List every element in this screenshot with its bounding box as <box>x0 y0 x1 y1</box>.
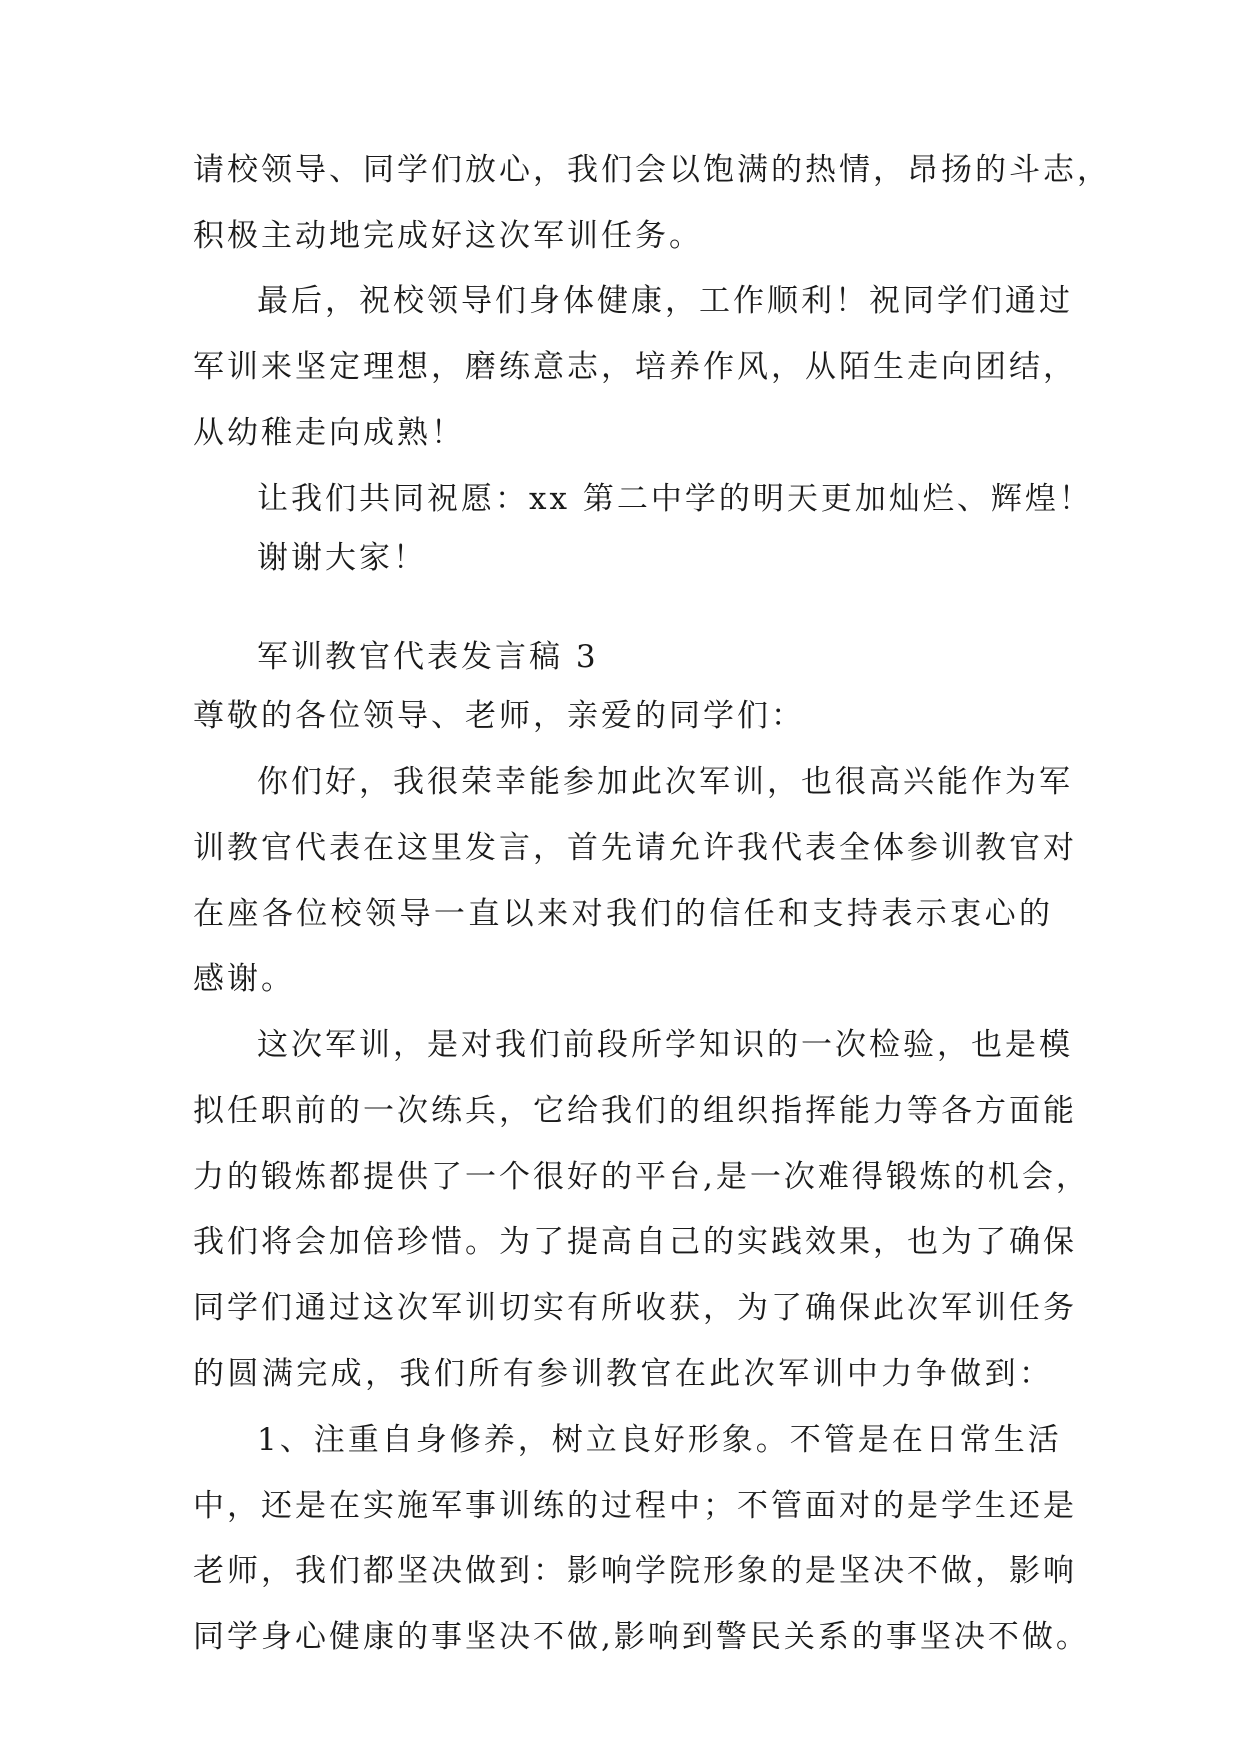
text-line: 同学身心健康的事坚决不做,影响到警民关系的事坚决不做。 <box>193 1619 1090 1655</box>
text-line: 你们好，我很荣幸能参加此次军训，也很高兴能作为军 <box>257 764 1073 800</box>
text-line: 1、注重自身修养，树立良好形象。不管是在日常生活 <box>257 1422 1062 1458</box>
text-line: 积极主动地完成好这次军训任务。 <box>193 218 703 254</box>
text-line: 最后，祝校领导们身体健康，工作顺利！祝同学们通过 <box>257 283 1073 319</box>
text-line: 力的锻炼都提供了一个很好的平台,是一次难得锻炼的机会， <box>193 1159 1090 1195</box>
text-line: 拟任职前的一次练兵，它给我们的组织指挥能力等各方面能 <box>193 1093 1077 1129</box>
text-line: 中，还是在实施军事训练的过程中；不管面对的是学生还是 <box>193 1488 1077 1524</box>
salutation: 尊敬的各位领导、老师，亲爱的同学们： <box>193 698 805 734</box>
text-line: 感谢。 <box>193 961 295 997</box>
text-line: 训教官代表在这里发言，首先请允许我代表全体参训教官对 <box>193 830 1077 866</box>
text-line: 同学们通过这次军训切实有所收获，为了确保此次军训任务 <box>193 1290 1077 1326</box>
text-line: 我们将会加倍珍惜。为了提高自己的实践效果，也为了确保 <box>193 1224 1077 1260</box>
text-line: 这次军训，是对我们前段所学知识的一次检验，也是模 <box>257 1027 1073 1063</box>
text-line: 的圆满完成，我们所有参训教官在此次军训中力争做到： <box>193 1356 1053 1392</box>
text-line: 请校领导、同学们放心，我们会以饱满的热情，昂扬的斗志， <box>193 152 1111 188</box>
text-line: 从幼稚走向成熟！ <box>193 415 465 451</box>
text-line: 让我们共同祝愿：xx 第二中学的明天更加灿烂、辉煌！ <box>257 481 1093 517</box>
text-line: 谢谢大家！ <box>257 540 427 576</box>
text-line: 军训来坚定理想，磨练意志，培养作风，从陌生走向团结， <box>193 349 1077 385</box>
text-line: 在座各位校领导一直以来对我们的信任和支持表示衷心的 <box>193 896 1053 932</box>
text-line: 老师，我们都坚决做到：影响学院形象的是坚决不做，影响 <box>193 1553 1077 1589</box>
section-title: 军训教官代表发言稿 3 <box>257 639 599 675</box>
